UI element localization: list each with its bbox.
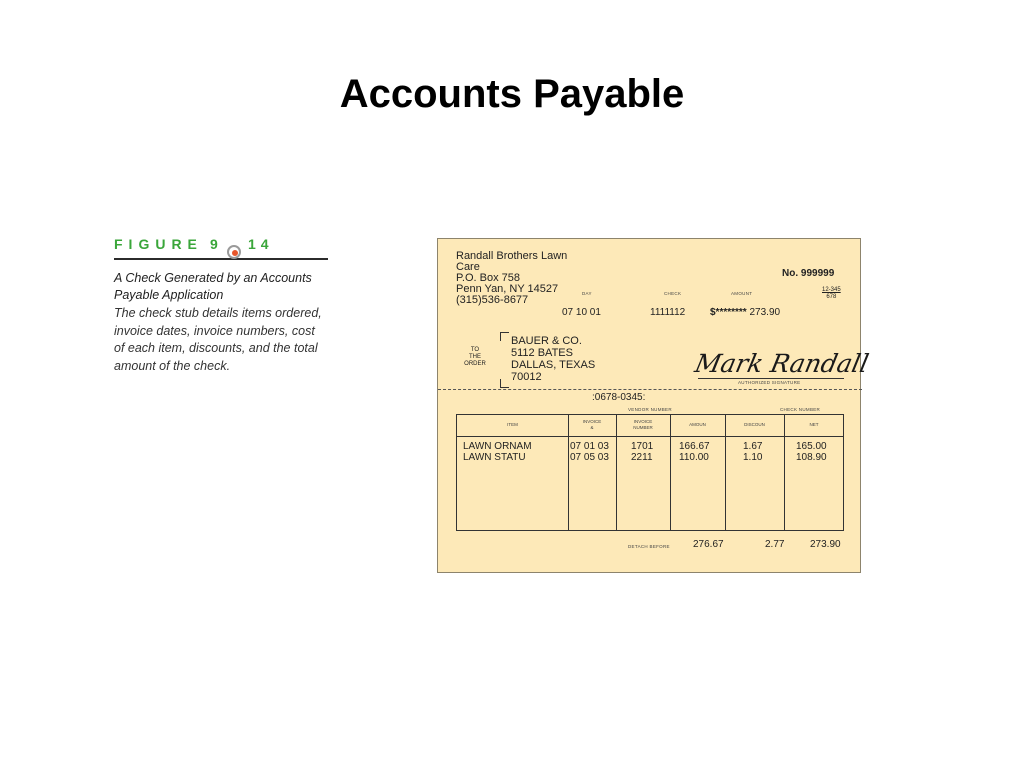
to-order-line3: ORDER bbox=[464, 361, 486, 367]
header-invoice-number bbox=[616, 419, 670, 431]
payee-zip: 70012 bbox=[511, 371, 542, 383]
check-image bbox=[437, 238, 872, 573]
payee-address bbox=[511, 335, 595, 383]
check-date: 07 10 01 bbox=[562, 307, 601, 318]
payer-address bbox=[456, 251, 596, 306]
figure-number: 14 bbox=[248, 236, 274, 252]
row2-date: 07 05 03 bbox=[570, 452, 609, 463]
vendor-number: :0678-0345: bbox=[592, 392, 646, 403]
check-number-value: 1111112 bbox=[650, 307, 686, 318]
payer-phone: (315)536-8677 bbox=[456, 294, 529, 306]
to-order-line2: THE bbox=[469, 354, 481, 360]
signature-line bbox=[698, 378, 844, 379]
row2-discount: 1.10 bbox=[743, 452, 763, 463]
figure-header bbox=[114, 234, 328, 260]
header-invoice-date-line2: & bbox=[590, 425, 594, 430]
header-net: NET bbox=[809, 422, 819, 427]
row1-net: 165.00 bbox=[796, 441, 827, 452]
total-amount: 276.67 bbox=[693, 539, 724, 550]
total-net: 273.90 bbox=[810, 539, 841, 550]
amount-value: 273.90 bbox=[746, 307, 781, 318]
figure-caption-body: The check stub details items ordered, invoice dates, invoice numbers, cost of each item, discounts, and the total amount of the check. bbox=[114, 306, 322, 373]
header-amount: AMOUN bbox=[689, 422, 706, 427]
header-invoice-date bbox=[568, 419, 616, 431]
to-the-order-label bbox=[460, 347, 490, 368]
figure-caption bbox=[114, 234, 328, 375]
header-invoice-date-line1: INVOICE bbox=[582, 419, 602, 424]
header-discount: DISCOUN bbox=[744, 422, 765, 427]
payee-street: 5112 BATES bbox=[511, 347, 573, 359]
figure-label: FIGURE bbox=[114, 236, 203, 252]
signature-label: AUTHORIZED SIGNATURE bbox=[738, 380, 801, 385]
check-amount bbox=[710, 307, 780, 318]
payee-bracket-top bbox=[500, 332, 509, 341]
routing-top: 12-345 bbox=[822, 287, 841, 293]
row2-number: 2211 bbox=[631, 452, 653, 463]
day-label: DAY bbox=[582, 291, 592, 296]
column-divider bbox=[616, 415, 617, 530]
slide-title: Accounts Payable bbox=[339, 72, 685, 116]
header-item: ITEM bbox=[507, 422, 518, 427]
payer-name-line1: Randall Brothers Lawn bbox=[456, 250, 568, 262]
payer-name-line2: Care bbox=[456, 261, 480, 273]
total-discount: 2.77 bbox=[765, 539, 785, 550]
check-label: CHECK bbox=[664, 291, 682, 296]
amount-label: AMOUNT bbox=[731, 291, 753, 296]
payer-po-box: P.O. Box 758 bbox=[456, 272, 521, 284]
perforation-line bbox=[438, 389, 862, 390]
vendor-number-label: VENDOR NUMBER bbox=[628, 407, 672, 412]
row1-discount: 1.67 bbox=[743, 441, 763, 452]
header-divider bbox=[457, 436, 843, 437]
payee-name: BAUER & CO. bbox=[511, 335, 582, 347]
figure-caption-title: A Check Generated by an Accounts Payable Application bbox=[114, 271, 312, 302]
amount-stars: $******** bbox=[710, 307, 747, 318]
column-divider bbox=[725, 415, 726, 530]
payer-city: Penn Yan, NY 14527 bbox=[456, 283, 559, 295]
totals-label: DETACH BEFORE bbox=[628, 544, 670, 549]
figure-dot-icon bbox=[227, 245, 241, 259]
check-number-label: No. 999999 bbox=[782, 268, 835, 279]
payee-bracket-bottom bbox=[500, 379, 509, 388]
check-stub-table bbox=[456, 414, 844, 531]
row2-net: 108.90 bbox=[796, 452, 827, 463]
signature-text: Mark Randall bbox=[692, 349, 872, 378]
header-invoice-number-line1: INVOICE bbox=[633, 419, 653, 424]
figure-chapter-number: 9 bbox=[210, 236, 223, 252]
header-invoice-number-line2: NUMBER bbox=[633, 425, 653, 430]
to-order-line1: TO bbox=[470, 347, 480, 353]
payee-city: DALLAS, TEXAS bbox=[511, 359, 596, 371]
column-divider bbox=[670, 415, 671, 530]
row1-date: 07 01 03 bbox=[570, 441, 609, 452]
row1-amount: 166.67 bbox=[679, 441, 710, 452]
check-number-caption: CHECK NUMBER bbox=[780, 407, 821, 412]
routing-fraction bbox=[822, 287, 841, 301]
row2-item: LAWN STATU bbox=[463, 452, 526, 463]
row2-amount: 110.00 bbox=[679, 452, 709, 463]
row1-number: 1701 bbox=[631, 441, 654, 452]
routing-bottom: 678 bbox=[826, 294, 837, 300]
row1-item: LAWN ORNAM bbox=[463, 441, 532, 452]
column-divider bbox=[784, 415, 785, 530]
column-divider bbox=[568, 415, 569, 530]
